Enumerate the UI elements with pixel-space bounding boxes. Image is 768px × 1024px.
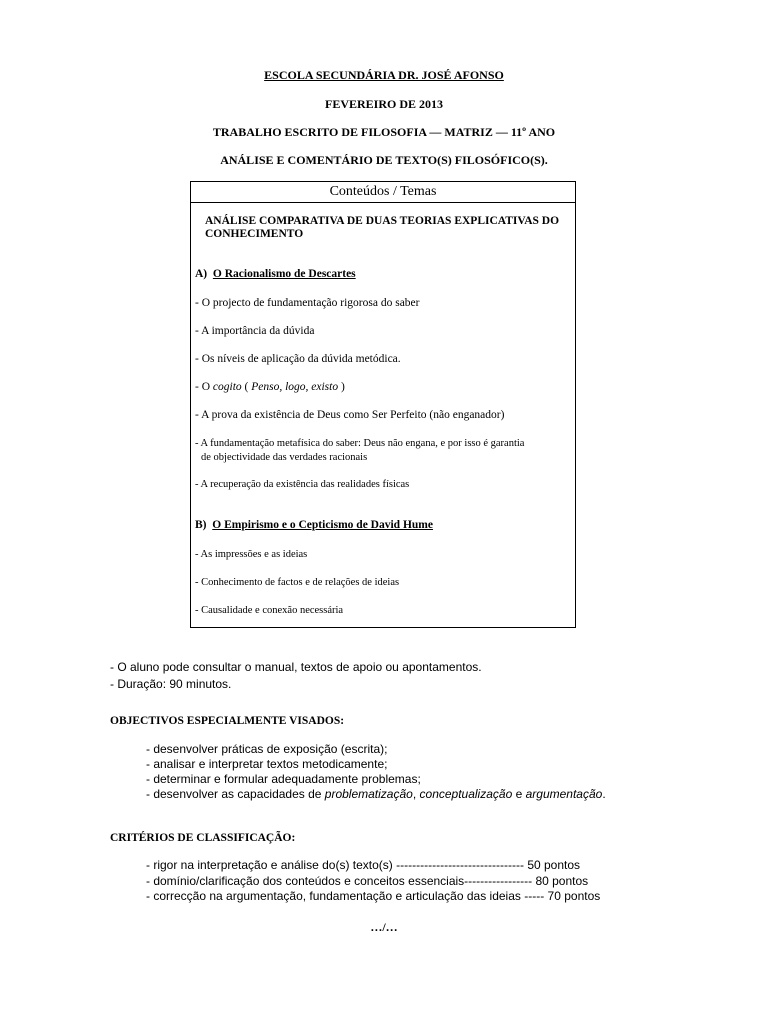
objective-item-capacities: - desenvolver as capacidades de problematização, conceptualização e argumentação.: [146, 787, 606, 801]
criteria-item: - correcção na argumentação, fundamentação e articulação das ideias ----- 70 pontos: [146, 889, 601, 903]
table-heading: Conteúdos / Temas: [191, 182, 575, 203]
list-item: - A prova da existência de Deus como Ser Perfeito (não enganador): [195, 409, 505, 421]
objective-item: - determinar e formular adequadamente problemas;: [146, 772, 421, 786]
exam-subject: ANÁLISE E COMENTÁRIO DE TEXTO(S) FILOSÓFICO(S).: [220, 153, 548, 167]
contents-table: [190, 181, 576, 628]
list-item: - A fundamentação metafísica do saber: Deus não engana, e por isso é garantia de objectividade das verdades racionais: [195, 438, 525, 463]
exam-title: TRABALHO ESCRITO DE FILOSOFIA — MATRIZ — 11º ANO: [212, 125, 556, 139]
objectives-heading: OBJECTIVOS ESPECIALMENTE VISADOS:: [110, 715, 345, 727]
list-item: - O projecto de fundamentação rigorosa do saber: [195, 297, 420, 309]
list-item: - As impressões e as ideias: [195, 549, 308, 560]
objective-item: - desenvolver práticas de exposição (escrita);: [146, 742, 388, 756]
table-intro: ANÁLISE COMPARATIVA DE DUAS TEORIAS EXPLICATIVAS DO CONHECIMENTO: [205, 215, 560, 240]
criteria-item: - rigor na interpretação e análise do(s) texto(s) -------------------------------- 50 pontos: [146, 858, 581, 872]
criteria-heading: CRITÉRIOS DE CLASSIFICAÇÃO:: [110, 832, 296, 844]
list-item: - Causalidade e conexão necessária: [195, 605, 344, 616]
exam-date: FEVEREIRO DE 2013: [324, 97, 443, 111]
objective-item: - analisar e interpretar textos metodicamente;: [146, 757, 388, 771]
note-consultation: - O aluno pode consultar o manual, textos de apoio ou apontamentos.: [110, 660, 482, 674]
list-item: - A importância da dúvida: [195, 325, 315, 337]
section-b-heading: B) O Empirismo e o Cepticismo de David Hume: [195, 519, 433, 531]
note-duration: - Duração: 90 minutos.: [110, 677, 232, 691]
continuation-mark: …/…: [370, 920, 398, 934]
list-item: - A recuperação da existência das realidades físicas: [195, 479, 410, 490]
cogito-item: - O cogito ( Penso, logo, existo ): [195, 381, 345, 393]
list-item: - Os níveis de aplicação da dúvida metódica.: [195, 353, 401, 365]
criteria-item: - domínio/clarificação dos conteúdos e conceitos essenciais----------------- 80 pontos: [146, 874, 589, 888]
list-item: - Conhecimento de factos e de relações de ideias: [195, 577, 400, 588]
school-name: ESCOLA SECUNDÁRIA DR. JOSÉ AFONSO: [264, 68, 504, 82]
section-a-heading: A) O Racionalismo de Descartes: [195, 268, 356, 280]
